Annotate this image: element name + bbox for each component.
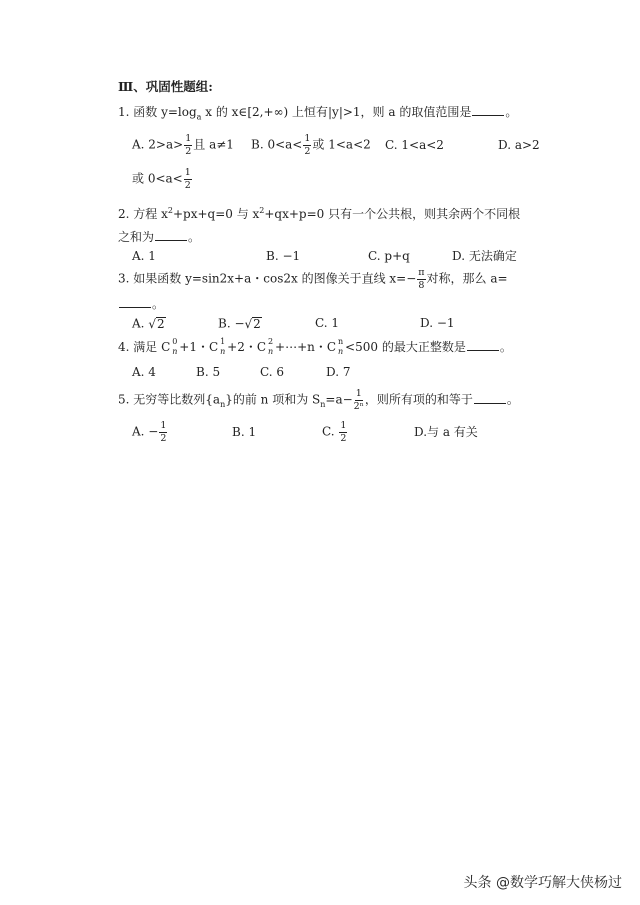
q1-option-d-continued — [132, 168, 193, 190]
q5-frac-den: 2ⁿ — [353, 400, 364, 412]
q4-comb-n-sub: n — [338, 346, 344, 356]
q5-frac-num: 1 — [355, 388, 362, 399]
question-5 — [118, 389, 519, 411]
q4-option-a: A. 4 — [132, 365, 156, 379]
q3-stem-line2 — [118, 298, 164, 310]
q5-stem-end: 。 — [506, 392, 519, 407]
q5-sub-n: n — [220, 399, 226, 409]
q4-option-d: D. 7 — [326, 365, 351, 379]
q3-stem-part1: 3. 如果函数 y=sin2x+a・cos2x 的图像关于直线 x=− — [118, 271, 417, 286]
q3-frac-num: π — [418, 267, 425, 278]
q5-answer-blank — [474, 402, 506, 404]
q1-option-a-fraction — [184, 134, 192, 156]
q3-frac-den: 8 — [418, 279, 425, 291]
q2-option-c: C. p+q — [368, 249, 410, 263]
q4-stem-part1: 4. 满足 C — [118, 340, 171, 354]
q4-comb-2-sub: n — [268, 346, 274, 356]
question-2 — [118, 207, 520, 220]
q5-sub-n2: n — [320, 399, 326, 409]
q1-option-d-cont-text: 或 0<a< — [132, 171, 183, 186]
q4-stem-part4: +⋯+n・C — [275, 340, 337, 354]
q4-option-c: C. 6 — [260, 365, 285, 379]
q1-option-a-frac-den: 2 — [185, 145, 192, 157]
q3-stem-end: 。 — [152, 297, 165, 311]
q2-stem-part3: +qx+p=0 只有一个公共根，则其余两个不同根 — [264, 207, 521, 221]
q4-stem-part3: +2・C — [227, 340, 267, 354]
q3-option-d: D. −1 — [420, 316, 455, 330]
q4-stem-end: 。 — [499, 340, 512, 354]
q2-option-a: A. 1 — [132, 249, 156, 263]
q4-answer-blank — [467, 349, 499, 351]
q5-fraction — [354, 389, 364, 411]
q1-option-a-text2: 且 a≠1 — [193, 137, 234, 152]
q1-option-b-fraction — [303, 134, 311, 156]
q5-option-c — [322, 421, 348, 443]
q2-option-b: B. −1 — [266, 249, 301, 263]
q4-comb-n — [336, 336, 345, 356]
q2-stem-part2: +px+q=0 与 x — [172, 207, 260, 221]
q4-comb-n-sup: n — [338, 336, 344, 346]
q1-option-a — [132, 134, 234, 156]
q1-option-b — [251, 134, 371, 156]
q2-answer-blank — [155, 239, 187, 241]
q5-option-c-label: C. — [322, 424, 335, 439]
radical-sign-icon: √ — [148, 317, 156, 331]
q5-option-c-frac-num: 1 — [340, 420, 347, 431]
q1-option-b-text2: 或 1<a<2 — [312, 137, 371, 152]
q1-log-base: a — [196, 112, 202, 122]
q4-comb-1-sub: n — [220, 346, 226, 356]
q5-option-a-fraction — [159, 421, 167, 443]
q5-option-c-fraction — [339, 421, 347, 443]
q3-option-a-sqrt — [148, 317, 165, 331]
q3-answer-blank — [119, 306, 151, 308]
q5-stem-part1: 5. 无穷等比数列{a — [118, 392, 221, 407]
q3-option-a-label: A. — [132, 316, 145, 331]
radical-sign-icon: √ — [244, 317, 253, 331]
q2-stem-line2-text: 之和为 — [118, 230, 155, 244]
q1-stem-end: 。 — [505, 105, 518, 119]
q4-option-b: B. 5 — [196, 365, 221, 379]
q1-option-b-text1: B. 0<a< — [251, 137, 303, 152]
q1-option-a-frac-num: 1 — [185, 133, 192, 144]
q5-option-b: B. 1 — [232, 425, 257, 439]
q5-stem-part3: =a− — [325, 392, 353, 407]
q1-stem-part2: x 的 x∈[2,+∞) 上恒有|y|>1，则 a 的取值范围是 — [201, 105, 472, 119]
q1-stem-part1: 1. 函数 y=log — [118, 105, 197, 119]
question-1 — [118, 106, 517, 121]
q3-option-b-radicand: 2 — [253, 317, 261, 331]
q4-stem-part5: <500 的最大正整数是 — [345, 340, 466, 354]
q4-comb-0-sub: n — [172, 346, 178, 356]
q4-comb-0-sup: 0 — [172, 336, 178, 346]
q4-comb-2-sup: 2 — [268, 336, 274, 346]
q2-exp-1: 2 — [167, 206, 173, 215]
q1-option-b-frac-num: 1 — [304, 133, 311, 144]
q1-option-b-frac-den: 2 — [304, 145, 311, 157]
q4-comb-0 — [170, 336, 179, 356]
q2-option-d: D. 无法确定 — [452, 249, 517, 263]
q2-stem-part1: 2. 方程 x — [118, 207, 168, 221]
q3-option-b-sqrt — [245, 317, 262, 331]
q5-stem-part4: ，则所有项的和等于 — [364, 392, 473, 407]
q4-stem-part2: +1・C — [179, 340, 219, 354]
q3-option-a-radicand: 2 — [156, 317, 165, 331]
q2-stem-line2 — [118, 231, 200, 243]
q3-fraction — [417, 268, 425, 290]
q3-option-b-label: B. − — [218, 316, 245, 331]
q5-option-a-frac-num: 1 — [160, 420, 167, 431]
watermark-footer: 头条 @数学巧解大侠杨过 — [463, 875, 622, 891]
q2-stem-end: 。 — [188, 230, 201, 244]
q3-option-b — [218, 317, 262, 331]
q5-option-c-frac-den: 2 — [340, 432, 347, 444]
q1-option-d-frac-num: 1 — [184, 167, 191, 178]
q5-option-a — [132, 421, 168, 443]
q5-stem-part2: }的前 n 项和为 S — [225, 392, 321, 407]
q1-option-d-fraction — [184, 168, 192, 190]
q4-comb-2 — [266, 336, 275, 356]
q5-option-a-label: A. − — [132, 424, 159, 439]
q1-option-a-text1: A. 2>a> — [132, 137, 184, 152]
q1-option-d-frac-den: 2 — [184, 179, 191, 191]
q3-option-a — [132, 317, 166, 331]
q1-option-c: C. 1<a<2 — [385, 138, 444, 152]
q4-comb-1-sup: 1 — [220, 336, 226, 346]
q2-exp-2: 2 — [259, 206, 265, 215]
q5-option-a-frac-den: 2 — [160, 432, 167, 444]
question-3 — [118, 268, 508, 290]
q4-comb-1 — [218, 336, 227, 356]
q1-answer-blank — [472, 114, 504, 116]
q3-stem-part2: 对称，那么 a= — [426, 271, 508, 286]
q1-option-d: D. a>2 — [498, 138, 540, 152]
section-title: Ⅲ、巩固性题组: — [118, 79, 213, 94]
question-4 — [118, 336, 512, 356]
q3-option-c: C. 1 — [315, 316, 340, 330]
q5-option-d: D.与 a 有关 — [414, 425, 478, 439]
